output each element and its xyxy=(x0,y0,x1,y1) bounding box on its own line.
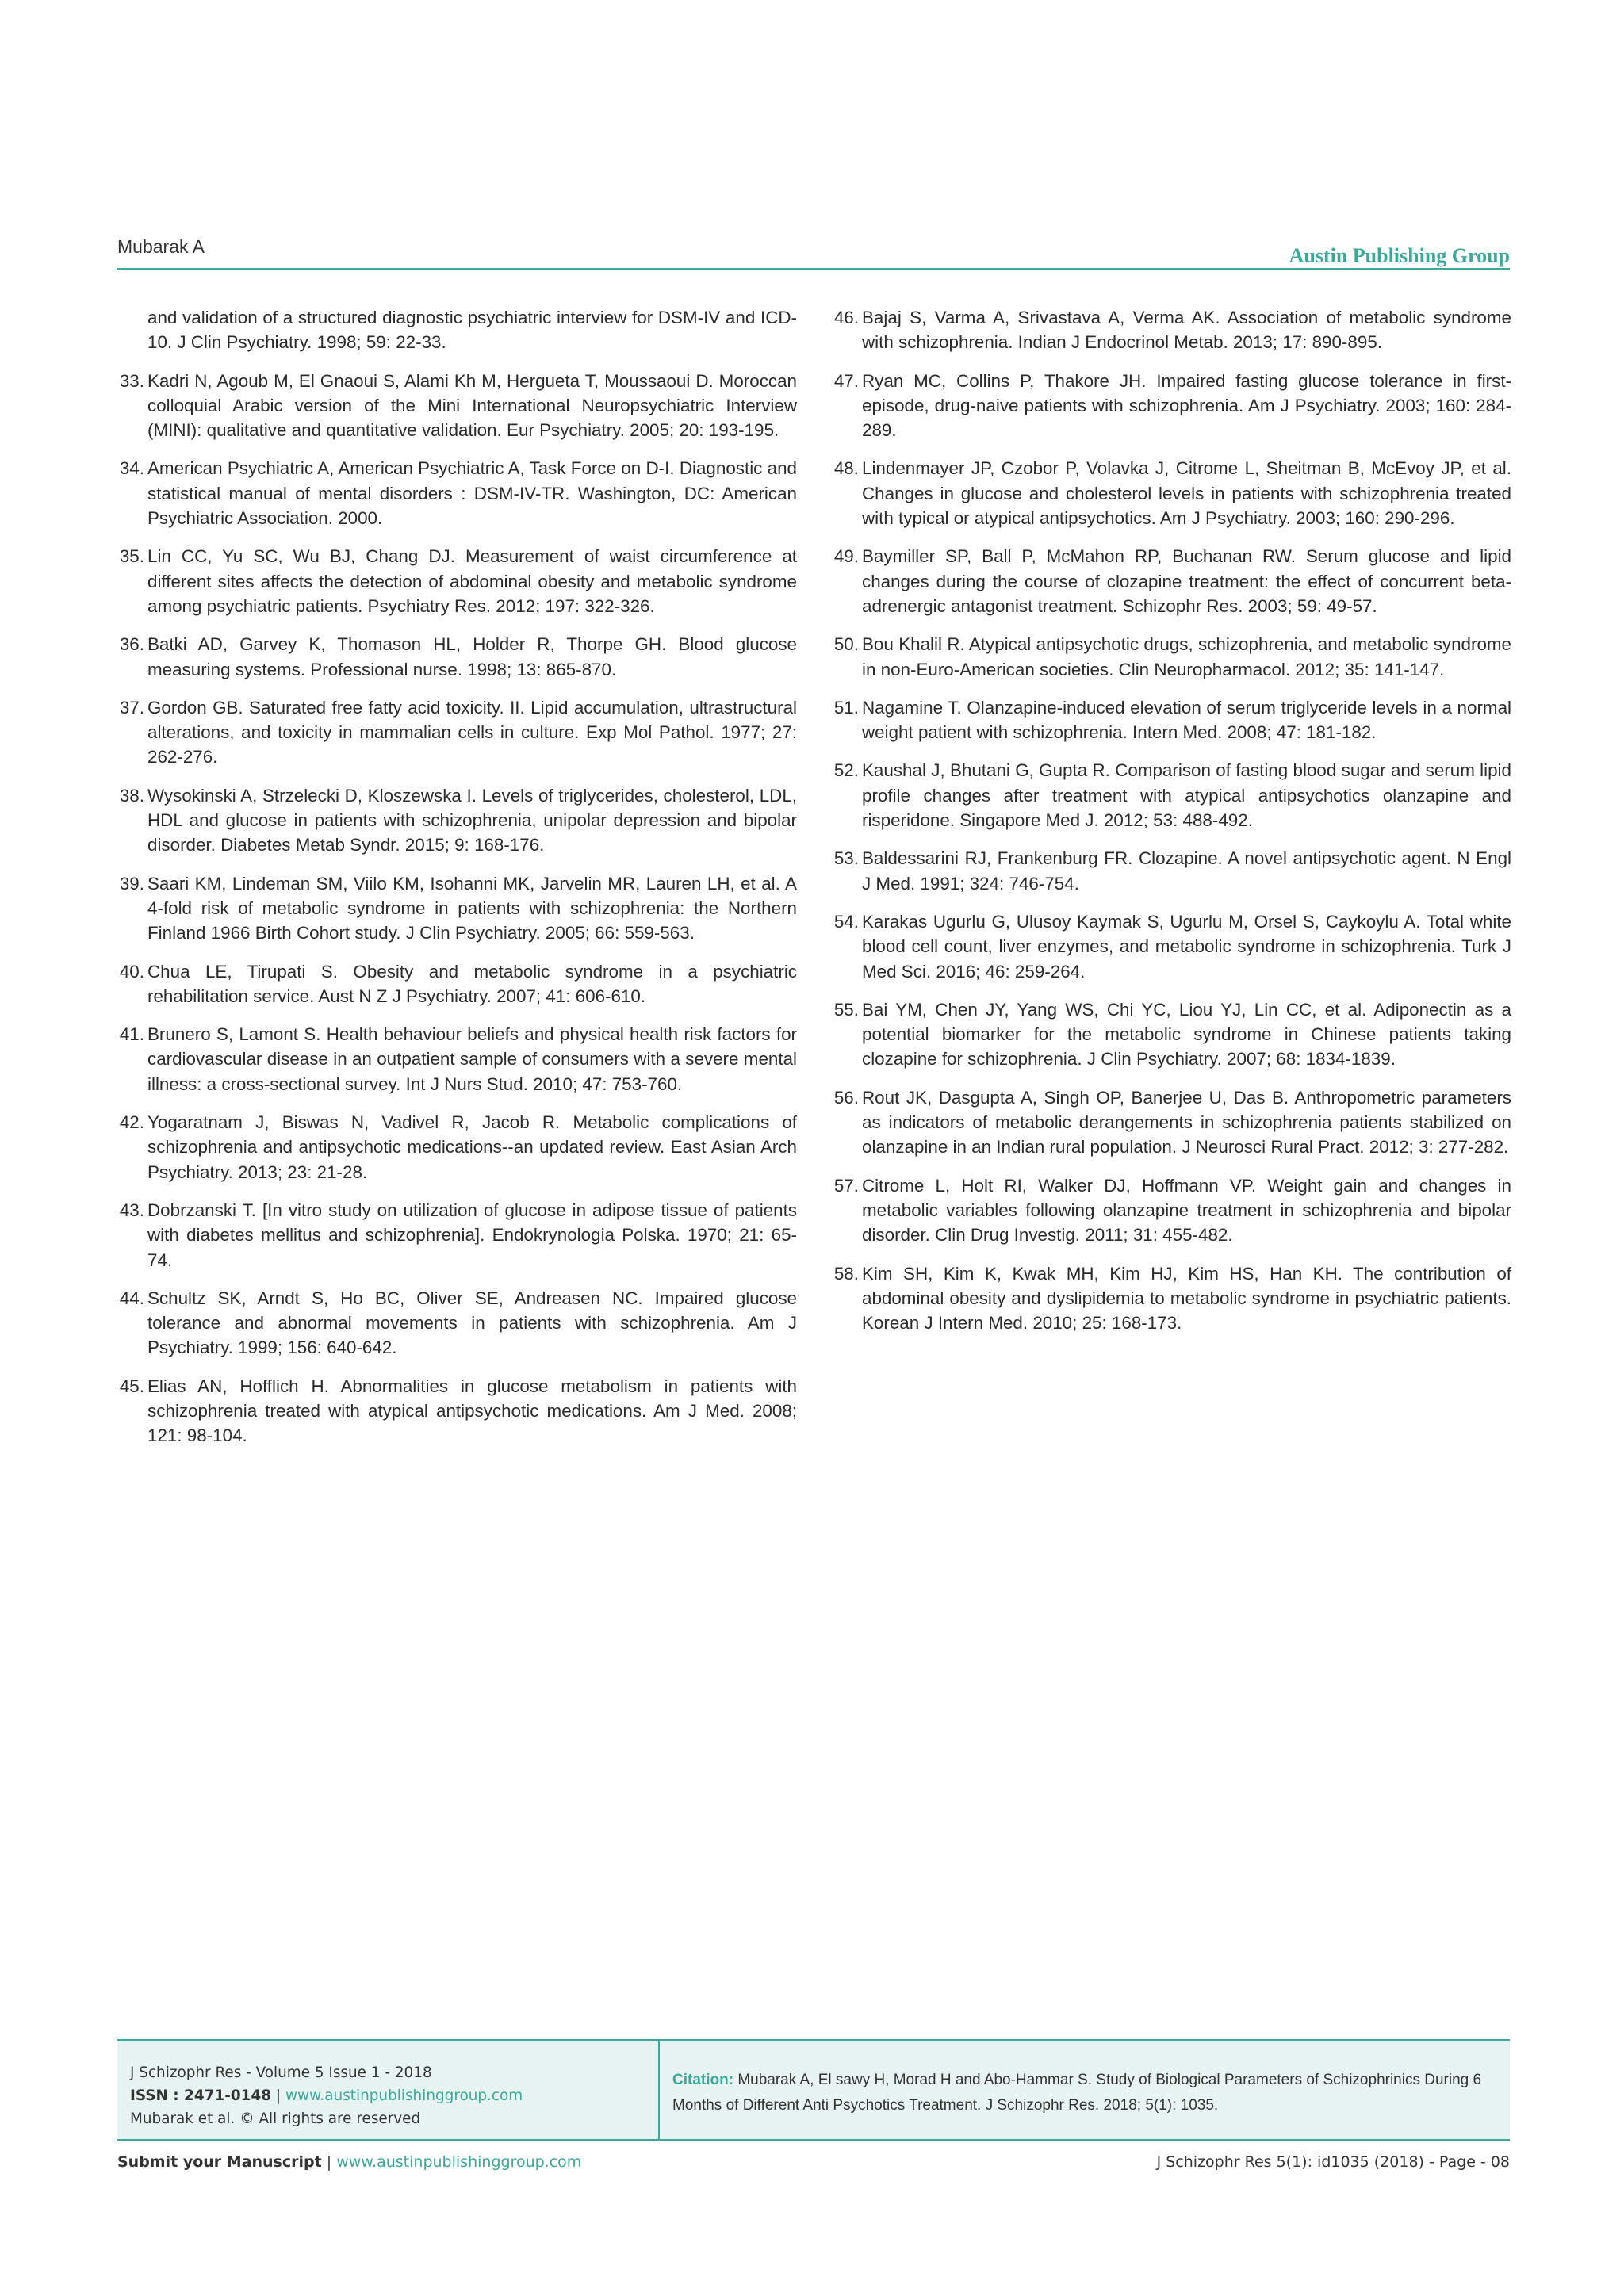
reference-text: Saari KM, Lindeman SM, Viilo KM, Isohanni MK, Jarvelin MR, Lauren LH, et al. A 4-fold risk of metabolic syndrome in patients with schizophrenia: the Northern Finland 1966 Birth Cohort study. J Clin Psychiatry. 2005; 66: 559-563. xyxy=(147,873,797,943)
reference-number: 34. xyxy=(119,458,144,479)
reference-text: Baymiller SP, Ball P, McMahon RP, Buchanan RW. Serum glucose and lipid changes during the course of clozapine treatment: the effect of concurrent beta-adrenergic antagonist treatment. Schizophr Res. 2003; 59: 49-57. xyxy=(862,546,1511,616)
reference-text: Kim SH, Kim K, Kwak MH, Kim HJ, Kim HS, Han KH. The contribution of abdominal obesity and dyslipidemia to metabolic syndrome in psychiatric patients. Korean J Intern Med. 2010; 25: 168-173. xyxy=(862,1263,1511,1334)
references-right-column xyxy=(832,305,1511,1349)
reference-number: 58. xyxy=(833,1263,859,1284)
reference-item xyxy=(832,909,1511,984)
footer-website-link[interactable]: www.austinpublishinggroup.com xyxy=(336,2153,582,2171)
reference-text: Bajaj S, Varma A, Srivastava A, Verma AK. Association of metabolic syndrome with schizophrenia. Indian J Endocrinol Metab. 2013; 17: 890-895. xyxy=(862,308,1511,353)
reference-number: 52. xyxy=(833,760,859,781)
citation xyxy=(672,2068,1497,2118)
reference-number: 53. xyxy=(833,848,859,869)
reference-number: 44. xyxy=(119,1288,144,1308)
reference-number: 41. xyxy=(119,1024,144,1045)
reference-item xyxy=(832,997,1511,1072)
reference-number: 33. xyxy=(119,370,144,391)
reference-item xyxy=(117,1374,797,1448)
reference-item xyxy=(117,959,797,1009)
reference-text: Kadri N, Agoub M, El Gnaoui S, Alami Kh M, Hergueta T, Moussaoui D. Moroccan colloquial Arabic version of the Mini International Neuropsychiatric Interview (MINI): qualitative and quantitative validation. Eur Psychiatry. 2005; 20: 193-195. xyxy=(147,370,797,441)
reference-number: 37. xyxy=(119,697,144,718)
reference-text: Bou Khalil R. Atypical antipsychotic drugs, schizophrenia, and metabolic syndrome in non-Euro-American societies. Clin Neuropharmacol. 2012; 35: 141-147. xyxy=(862,634,1511,679)
reference-item xyxy=(117,783,797,858)
reference-item xyxy=(117,1022,797,1096)
reference-item xyxy=(832,369,1511,443)
reference-item xyxy=(832,846,1511,896)
reference-number: 56. xyxy=(833,1087,859,1108)
journal-line: J Schizophr Res - Volume 5 Issue 1 - 2018 xyxy=(130,2064,432,2081)
reference-text: Baldessarini RJ, Frankenburg FR. Clozapine. A novel antipsychotic agent. N Engl J Med. 1991; 324: 746-754. xyxy=(862,848,1511,894)
reference-number: 50. xyxy=(833,634,859,655)
reference-item xyxy=(117,544,797,618)
reference-text: Lin CC, Yu SC, Wu BJ, Chang DJ. Measurement of waist circumference at different sites affects the detection of abdominal obesity and metabolic syndrome among psychiatric patients. Psychiatry Res. 2012; 197: 322-326. xyxy=(147,546,797,616)
issn-separator: | xyxy=(275,2087,282,2104)
journal-info xyxy=(130,2061,523,2130)
reference-number: 54. xyxy=(833,911,859,932)
footer-separator: | xyxy=(326,2153,332,2171)
reference-item xyxy=(832,305,1511,355)
reference-number: 46. xyxy=(833,308,859,327)
reference-item xyxy=(117,1286,797,1360)
header-publisher: Austin Publishing Group xyxy=(1289,244,1510,267)
journal-website-link[interactable]: www.austinpublishinggroup.com xyxy=(285,2087,523,2104)
reference-text: Ryan MC, Collins P, Thakore JH. Impaired fasting glucose tolerance in first-episode, drug-naive patients with schizophrenia. Am J Psychiatry. 2003; 160: 284-289. xyxy=(862,370,1511,441)
reference-number: 40. xyxy=(119,961,144,982)
reference-number: 36. xyxy=(119,634,144,655)
reference-text: Karakas Ugurlu G, Ulusoy Kaymak S, Ugurlu M, Orsel S, Caykoylu A. Total white blood cell count, liver enzymes, and metabolic syndrome in schizophrenia. Turk J Med Sci. 2016; 46: 259-264. xyxy=(862,911,1511,982)
reference-item xyxy=(832,632,1511,682)
reference-text: Batki AD, Garvey K, Thomason HL, Holder R, Thorpe GH. Blood glucose measuring systems. Professional nurse. 1998; 13: 865-870. xyxy=(147,634,797,679)
footer-submit xyxy=(117,2153,581,2171)
reference-item xyxy=(117,1110,797,1184)
reference-number: 51. xyxy=(833,697,859,718)
reference-text: Nagamine T. Olanzapine-induced elevation of serum triglyceride levels in a normal weight patient with schizophrenia. Intern Med. 2008; 47: 181-182. xyxy=(862,697,1511,743)
reference-number: 48. xyxy=(833,458,859,479)
reference-text: Gordon GB. Saturated free fatty acid toxicity. II. Lipid accumulation, ultrastructural alterations, and toxicity in mammalian cells in culture. Exp Mol Pathol. 1977; 27: 262-276. xyxy=(147,697,797,767)
reference-text: Wysokinski A, Strzelecki D, Kloszewska I. Levels of triglycerides, cholesterol, LDL, HDL and glucose in patients with schizophrenia, unipolar depression and bipolar disorder. Diabetes Metab Syndr. 2015; 9: 168-176. xyxy=(147,785,797,855)
reference-item xyxy=(832,544,1511,618)
citation-box xyxy=(117,2039,1510,2141)
reference-item xyxy=(117,695,797,770)
reference-item xyxy=(832,1085,1511,1160)
header-author: Mubarak A xyxy=(117,236,205,257)
reference-item xyxy=(832,758,1511,832)
reference-text: Dobrzanski T. [In vitro study on utilization of glucose in adipose tissue of patients with diabetes mellitus and schizophrenia]. Endokrynologia Polska. 1970; 21: 65-74. xyxy=(147,1200,797,1270)
reference-text: Rout JK, Dasgupta A, Singh OP, Banerjee U, Das B. Anthropometric parameters as indicators of metabolic derangements in schizophrenia patients stabilized on olanzapine in an Indian rural population. J Neurosci Rural Pract. 2012; 3: 277-282. xyxy=(862,1087,1511,1158)
references-left-column xyxy=(117,305,797,1462)
reference-item xyxy=(117,369,797,443)
reference-text: Elias AN, Hofflich H. Abnormalities in glucose metabolism in patients with schizophrenia treated with atypical antipsychotic medications. Am J Med. 2008; 121: 98-104. xyxy=(147,1376,797,1446)
reference-number: 47. xyxy=(833,370,859,391)
reference-text: Schultz SK, Arndt S, Ho BC, Oliver SE, Andreasen NC. Impaired glucose tolerance and abnormal movements in patients with schizophrenia. Am J Psychiatry. 1999; 156: 640-642. xyxy=(147,1288,797,1358)
citation-text: Mubarak A, El sawy H, Morad H and Abo-Hammar S. Study of Biological Parameters of Schizophrinics During 6 Months of Different Anti Psychotics Treatment. J Schizophr Res. 2018; 5(1): 1035. xyxy=(672,2072,1482,2114)
issn-line xyxy=(130,2084,523,2107)
reference-text: Citrome L, Holt RI, Walker DJ, Hoffmann VP. Weight gain and changes in metabolic variables following olanzapine treatment in schizophrenia and bipolar disorder. Clin Drug Investig. 2011; 31: 455-482. xyxy=(862,1175,1511,1246)
reference-text: and validation of a structured diagnostic psychiatric interview for DSM-IV and ICD-10. J Clin Psychiatry. 1998; 59: 22-33. xyxy=(147,308,797,353)
reference-item xyxy=(117,456,797,530)
reference-number: 35. xyxy=(119,546,144,567)
reference-item xyxy=(832,456,1511,530)
reference-number: 42. xyxy=(119,1112,144,1133)
reference-item xyxy=(832,1261,1511,1336)
reference-item xyxy=(832,695,1511,745)
reference-text: Lindenmayer JP, Czobor P, Volavka J, Citrome L, Sheitman B, McEvoy JP, et al. Changes in glucose and cholesterol levels in patients with schizophrenia treated with typical or atypical antipsychotics. Am J Psychiatry. 2003; 160: 290-296. xyxy=(862,458,1511,529)
submit-manuscript-label: Submit your Manuscript xyxy=(117,2153,322,2171)
reference-text: Chua LE, Tirupati S. Obesity and metabolic syndrome in a psychiatric rehabilitation service. Aust N Z J Psychiatry. 2007; 41: 606-610. xyxy=(147,961,797,1006)
citation-label: Citation: xyxy=(672,2072,734,2088)
reference-item xyxy=(117,632,797,682)
reference-text: Bai YM, Chen JY, Yang WS, Chi YC, Liou YJ, Lin CC, et al. Adiponectin as a potential biomarker for the metabolic syndrome in Chinese patients taking clozapine for schizophrenia. J Clin Psychiatry. 2007; 68: 1834-1839. xyxy=(862,999,1511,1070)
reference-number: 43. xyxy=(119,1200,144,1220)
issn-label: ISSN : 2471-0148 xyxy=(130,2087,272,2104)
footer-page-info: J Schizophr Res 5(1): id1035 (2018) - Page - 08 xyxy=(1156,2153,1510,2171)
reference-text: Kaushal J, Bhutani G, Gupta R. Comparison of fasting blood sugar and serum lipid profile changes after treatment with atypical antipsychotics olanzapine and risperidone. Singapore Med J. 2012; 53: 488-492. xyxy=(862,760,1511,831)
reference-number: 39. xyxy=(119,873,144,894)
reference-item xyxy=(832,1173,1511,1248)
reference-text: American Psychiatric A, American Psychiatric A, Task Force on D-I. Diagnostic and statistical manual of mental disorders : DSM-IV-TR. Washington, DC: American Psychiatric Association. 2000. xyxy=(147,458,797,529)
reference-number: 45. xyxy=(119,1376,144,1396)
reference-item xyxy=(117,1198,797,1272)
reference-text: Brunero S, Lamont S. Health behaviour beliefs and physical health risk factors for cardiovascular disease in an outpatient sample of consumers with a severe mental illness: a cross-sectional survey. Int J Nurs Stud. 2010; 47: 753-760. xyxy=(147,1024,797,1094)
rights-line: Mubarak et al. © All rights are reserved xyxy=(130,2110,421,2127)
reference-text: Yogaratnam J, Biswas N, Vadivel R, Jacob R. Metabolic complications of schizophrenia and antipsychotic medications--an updated review. East Asian Arch Psychiatry. 2013; 23: 21-28. xyxy=(147,1112,797,1182)
reference-number: 57. xyxy=(833,1175,859,1196)
reference-number: 55. xyxy=(833,999,859,1020)
citation-box-divider xyxy=(658,2041,660,2139)
page-header xyxy=(117,235,1510,270)
reference-item xyxy=(117,305,797,355)
reference-item xyxy=(117,871,797,946)
reference-number: 38. xyxy=(119,785,144,806)
reference-number: 49. xyxy=(833,546,859,567)
